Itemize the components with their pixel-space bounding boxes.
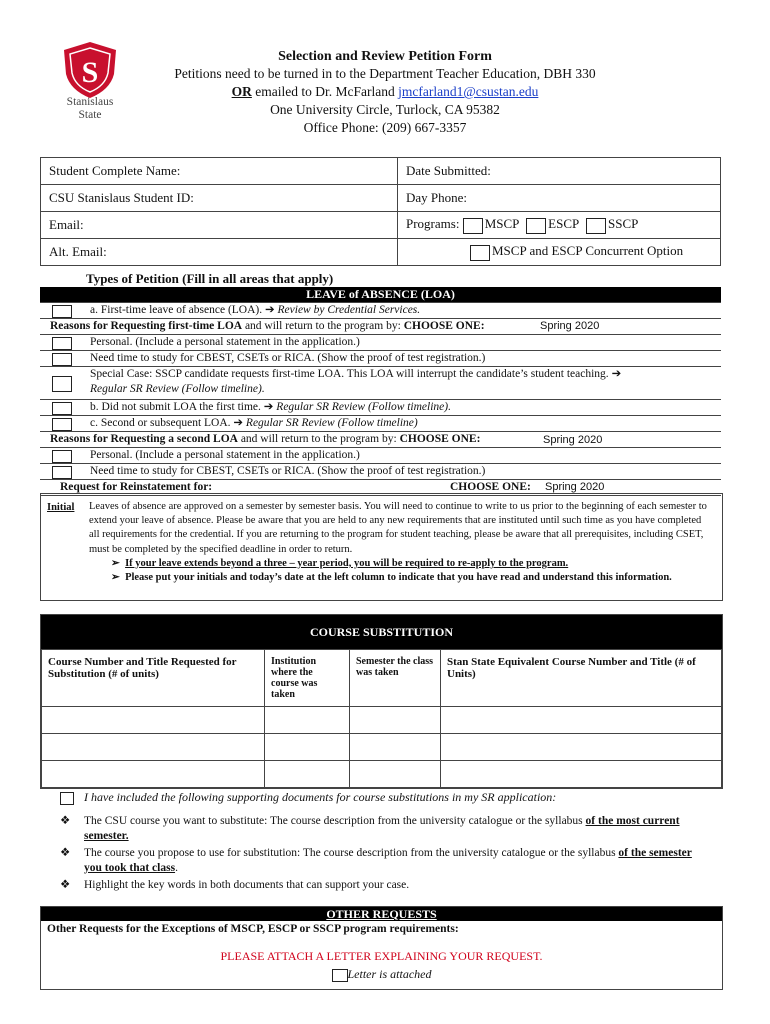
return-semester-select-2[interactable]: Spring 2020 <box>543 434 603 446</box>
warning-reapply: ➢ If your leave extends beyond a three – year period, you will be required to re-apply to the program. <box>111 557 569 569</box>
personal2-row: Personal. (Include a personal statement in the application.) <box>40 447 721 463</box>
special-case-checkbox[interactable] <box>52 376 72 392</box>
day-phone-field[interactable]: Day Phone: <box>398 185 721 212</box>
sscp-label: SSCP <box>608 216 639 232</box>
study2-row: Need time to study for CBEST, CSETs or RICA. (Show the proof of test registration.) <box>40 463 721 479</box>
email-field[interactable]: Email: <box>41 212 398 239</box>
list-item: ❖ The course you propose to use for substitution: The course description from the university catalogue or the syllabus of the semester you took that class. <box>60 847 692 874</box>
supporting-docs-line <box>60 790 556 805</box>
course-cell[interactable] <box>441 761 722 788</box>
programs-label: Programs: <box>406 216 460 232</box>
programs-field <box>398 212 721 239</box>
study2-checkbox[interactable] <box>52 466 72 479</box>
mscp-label: MSCP <box>484 216 519 232</box>
concurrent-label: MSCP and ESCP Concurrent Option <box>492 243 684 259</box>
form-title: Selection and Review Petition Form <box>278 49 492 64</box>
escp-label: ESCP <box>548 216 579 232</box>
loa-first-time-row: a. First-time leave of absence (LOA). ➔ Review by Credential Services. <box>40 302 721 318</box>
sscp-checkbox[interactable] <box>586 218 606 234</box>
course-cell[interactable] <box>441 734 722 761</box>
reason-first-row: Reasons for Requesting first-time LOA and will return to the program by: CHOOSE ONE: Spring 2020 <box>40 318 721 334</box>
course-cell[interactable] <box>42 761 265 788</box>
name-field[interactable]: Student Complete Name: <box>41 158 398 185</box>
course-substitution-section <box>40 614 723 789</box>
course-cell[interactable] <box>265 761 350 788</box>
notice-text: Leaves of absence are approved on a semester by semester basis. You will need to continue to write to us prior to the beginning of each semester to extend your leave of absence. Please be aware that you are held to any new requirements that are instituted until such time as you have completed all requirements for the credential. If you are returning to the program for student teaching, please be aware that all prerequisites, including CSET, must be completed by the specified deadline in order to return. <box>89 501 707 555</box>
course-bar: COURSE SUBSTITUTION <box>41 615 722 649</box>
col-stan-equivalent: Stan State Equivalent Course Number and Title (# of Units) <box>441 650 722 707</box>
loa-section <box>40 287 721 496</box>
office-phone: Office Phone: (209) 667-3357 <box>303 120 467 135</box>
second-loa-checkbox[interactable] <box>52 418 72 431</box>
col-semester: Semester the class was taken <box>350 650 441 707</box>
initial-field[interactable]: Initial <box>47 502 75 513</box>
other-title: Other Requests for the Exceptions of MSCP, ESCP or SSCP program requirements: <box>47 923 459 935</box>
second-loa-row: c. Second or subsequent LOA. ➔ Regular SR Review (Follow timeline) <box>40 415 721 431</box>
or-label: OR <box>231 84 252 99</box>
date-submitted-field[interactable]: Date Submitted: <box>398 158 721 185</box>
course-cell[interactable] <box>42 734 265 761</box>
course-cell[interactable] <box>350 707 441 734</box>
course-cell[interactable] <box>350 734 441 761</box>
submit-instructions: Petitions need to be turned in to the Department Teacher Education, DBH 330 <box>174 66 596 81</box>
personal2-checkbox[interactable] <box>52 450 72 463</box>
personal-row: Personal. (Include a personal statement in the application.) <box>40 334 721 350</box>
course-cell[interactable] <box>42 707 265 734</box>
concurrent-checkbox[interactable] <box>470 245 490 261</box>
letter-attached-label: Letter is attached <box>347 967 432 981</box>
alt-email-field[interactable]: Alt. Email: <box>41 239 398 266</box>
emailed-label: emailed to Dr. McFarland <box>255 84 395 99</box>
types-title: Types of Petition (Fill in all areas that apply) <box>86 271 334 286</box>
logo-line1: Stanislaus <box>66 96 114 108</box>
address: One University Circle, Turlock, CA 95382 <box>270 102 500 117</box>
course-cell[interactable] <box>441 707 722 734</box>
course-cell[interactable] <box>350 761 441 788</box>
study-row: Need time to study for CBEST, CSETs or RICA. (Show the proof of test registration.) <box>40 350 721 366</box>
col-course-requested: Course Number and Title Requested for Substitution (# of units) <box>42 650 265 707</box>
svg-text:S: S <box>81 56 99 89</box>
reinstatement-semester-select[interactable]: Spring 2020 <box>545 481 605 493</box>
requirements-list <box>60 814 700 895</box>
email-line <box>150 83 620 100</box>
course-cell[interactable] <box>265 734 350 761</box>
email-link[interactable]: jmcfarland1@csustan.edu <box>398 84 539 99</box>
logo-line2: State <box>78 109 102 121</box>
attach-letter-notice: PLEASE ATTACH A LETTER EXPLAINING YOUR REQUEST. <box>220 949 543 963</box>
personal-checkbox[interactable] <box>52 337 72 350</box>
concurrent-option <box>398 239 721 266</box>
reinstatement-row: Request for Reinstatement for: CHOOSE ONE: Spring 2020 <box>40 479 721 495</box>
supporting-docs-label: I have included the following supporting documents for course substitutions in my SR application: <box>84 790 557 804</box>
warning-initials: ➢ Please put your initials and today’s date at the left column to indicate that you have read and understand this information. <box>111 572 672 584</box>
list-item: ❖ Highlight the key words in both documents that can support your case. <box>60 879 410 891</box>
letter-attached-line <box>41 967 722 982</box>
special-case-row: Special Case: SSCP candidate requests first-time LOA. This LOA will interrupt the candidate’s student teaching. ➔ Regular SR Review (Follow timeline). <box>40 366 721 399</box>
course-cell[interactable] <box>265 707 350 734</box>
supporting-docs-checkbox[interactable] <box>60 792 74 805</box>
student-id-field[interactable]: CSU Stanislaus Student ID: <box>41 185 398 212</box>
logo-text <box>60 96 120 122</box>
reason-second-row: Reasons for Requesting a second LOA and will return to the program by: CHOOSE ONE: Spring 2020 <box>40 431 721 447</box>
did-not-submit-row: b. Did not submit LOA the first time. ➔ Regular SR Review (Follow timeline). <box>40 399 721 415</box>
col-institution: Institution where the course was taken <box>265 650 350 707</box>
shield-icon <box>58 40 122 100</box>
list-item: ❖ The CSU course you want to substitute: The course description from the university catalogue or the syllabus of the most current semester. <box>60 815 680 842</box>
student-info-table <box>40 157 721 266</box>
did-not-submit-checkbox[interactable] <box>52 402 72 415</box>
course-table <box>41 649 722 788</box>
escp-checkbox[interactable] <box>526 218 546 234</box>
other-bar: OTHER REQUESTS <box>41 907 722 921</box>
other-requests-section <box>40 906 723 990</box>
loa-bar: LEAVE of ABSENCE (LOA) <box>40 287 721 302</box>
loa-first-time-checkbox[interactable] <box>52 305 72 318</box>
letter-attached-checkbox[interactable] <box>332 969 348 982</box>
study-checkbox[interactable] <box>52 353 72 366</box>
return-semester-select-1[interactable]: Spring 2020 <box>540 320 600 332</box>
loa-notice <box>40 493 723 601</box>
mscp-checkbox[interactable] <box>463 218 483 234</box>
